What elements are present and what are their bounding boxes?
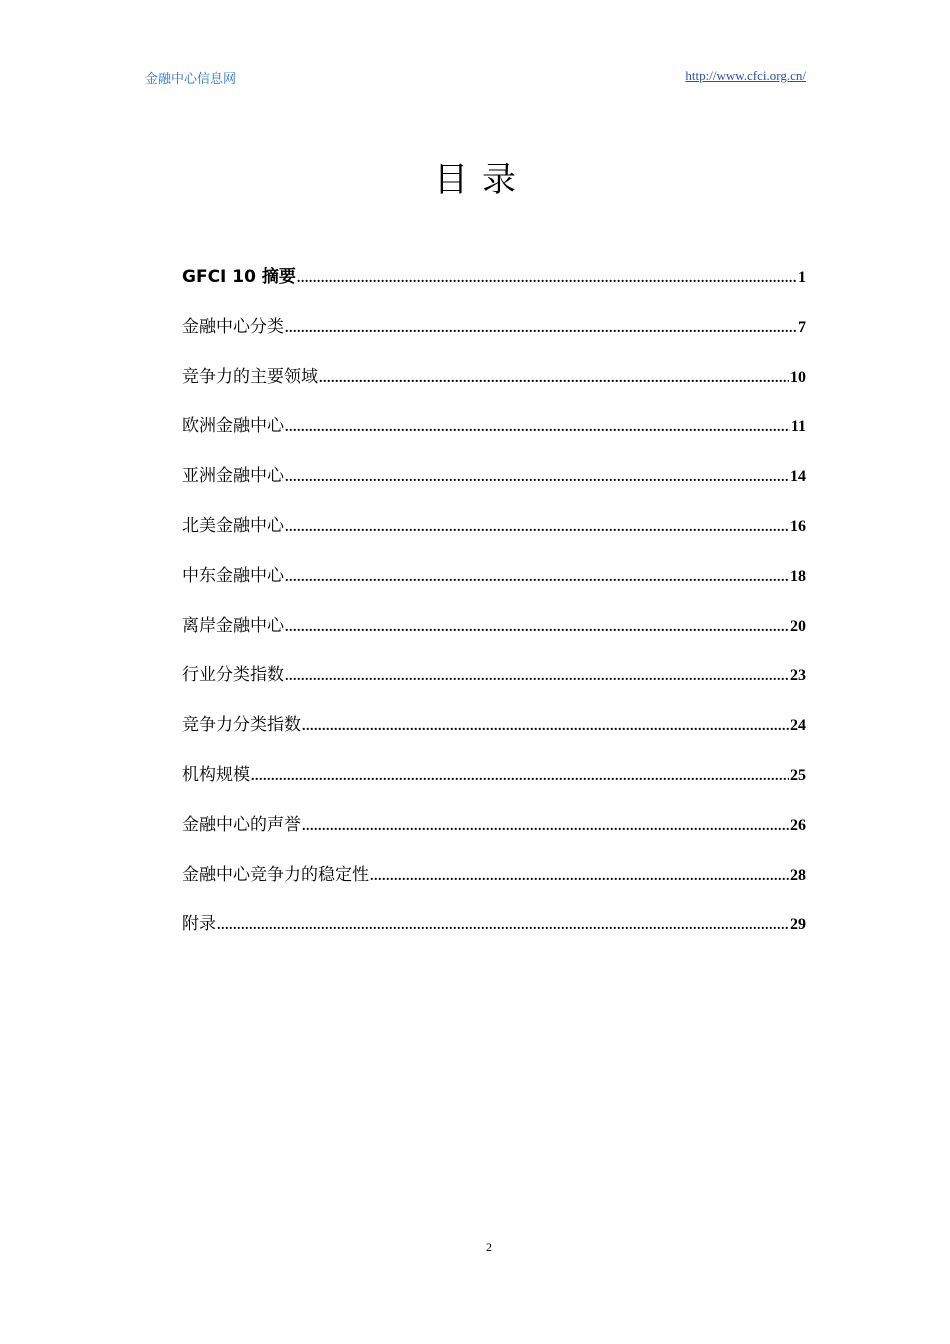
toc-leader-dots bbox=[285, 520, 789, 536]
toc-entry-page: 20 bbox=[790, 617, 806, 635]
toc-leader-dots bbox=[302, 719, 789, 735]
toc-leader-dots bbox=[285, 669, 789, 685]
toc-entry-label: 金融中心竞争力的稳定性 bbox=[182, 864, 369, 885]
toc-entry-stability[interactable] bbox=[182, 860, 806, 910]
toc-entry-page: 16 bbox=[790, 517, 806, 535]
toc-entry-label: 竞争力的主要领域 bbox=[182, 366, 318, 387]
toc-entry-competitiveness-index[interactable] bbox=[182, 710, 806, 760]
toc-entry-page: 18 bbox=[790, 567, 806, 585]
toc-entry-page: 23 bbox=[790, 667, 806, 685]
toc-entry-page: 24 bbox=[790, 717, 806, 735]
toc-entry-offshore[interactable] bbox=[182, 611, 806, 661]
toc-entry-competitiveness-areas[interactable] bbox=[182, 362, 806, 412]
toc-entry-label: 行业分类指数 bbox=[182, 665, 284, 686]
site-url-link[interactable]: http://www.cfci.org.cn/ bbox=[685, 68, 806, 83]
toc-entry-page: 11 bbox=[790, 418, 806, 436]
toc-leader-dots bbox=[285, 620, 789, 636]
toc-entry-summary[interactable] bbox=[182, 262, 806, 312]
toc-entry-label: 离岸金融中心 bbox=[182, 615, 284, 636]
toc-leader-dots bbox=[370, 869, 789, 885]
toc-leader-dots bbox=[285, 321, 797, 337]
toc-entry-europe[interactable] bbox=[182, 411, 806, 461]
table-of-contents bbox=[182, 262, 806, 959]
toc-entry-label: 亚洲金融中心 bbox=[182, 466, 284, 487]
toc-entry-page: 25 bbox=[790, 766, 806, 784]
toc-entry-institution-size[interactable] bbox=[182, 760, 806, 810]
toc-leader-dots bbox=[217, 918, 789, 934]
toc-entry-appendix[interactable] bbox=[182, 909, 806, 959]
toc-entry-page: 7 bbox=[798, 318, 806, 336]
toc-leader-dots bbox=[319, 371, 789, 387]
toc-leader-dots bbox=[285, 420, 790, 436]
toc-entry-page: 10 bbox=[790, 368, 806, 386]
toc-leader-dots bbox=[285, 470, 789, 486]
toc-entry-page: 29 bbox=[790, 916, 806, 934]
toc-leader-dots bbox=[302, 819, 789, 835]
toc-entry-page: 26 bbox=[790, 816, 806, 834]
toc-entry-asia[interactable] bbox=[182, 461, 806, 511]
toc-entry-label: 竞争力分类指数 bbox=[182, 715, 301, 736]
toc-entry-industry-index[interactable] bbox=[182, 660, 806, 710]
toc-leader-dots bbox=[251, 769, 789, 785]
toc-entry-label: 金融中心分类 bbox=[182, 316, 284, 337]
toc-entry-middle-east[interactable] bbox=[182, 561, 806, 611]
toc-entry-page: 1 bbox=[798, 269, 806, 286]
toc-entry-page: 14 bbox=[790, 468, 806, 486]
toc-entry-label: 金融中心的声誉 bbox=[182, 814, 301, 835]
toc-entry-label: 欧洲金融中心 bbox=[182, 416, 284, 437]
toc-entry-label: GFCI 10 摘要 bbox=[182, 267, 296, 287]
toc-leader-dots bbox=[285, 570, 789, 586]
toc-entry-page: 28 bbox=[790, 866, 806, 884]
page-title: 目录 bbox=[434, 160, 530, 200]
site-name: 金融中心信息网 bbox=[145, 72, 237, 87]
toc-entry-label: 附录 bbox=[182, 914, 216, 935]
page-number: 2 bbox=[486, 1240, 492, 1254]
toc-leader-dots bbox=[297, 271, 797, 287]
toc-entry-reputation[interactable] bbox=[182, 810, 806, 860]
toc-entry-label: 北美金融中心 bbox=[182, 515, 284, 536]
toc-entry-label: 机构规模 bbox=[182, 764, 250, 785]
toc-entry-label: 中东金融中心 bbox=[182, 565, 284, 586]
toc-entry-classification[interactable] bbox=[182, 312, 806, 362]
toc-entry-north-america[interactable] bbox=[182, 511, 806, 561]
